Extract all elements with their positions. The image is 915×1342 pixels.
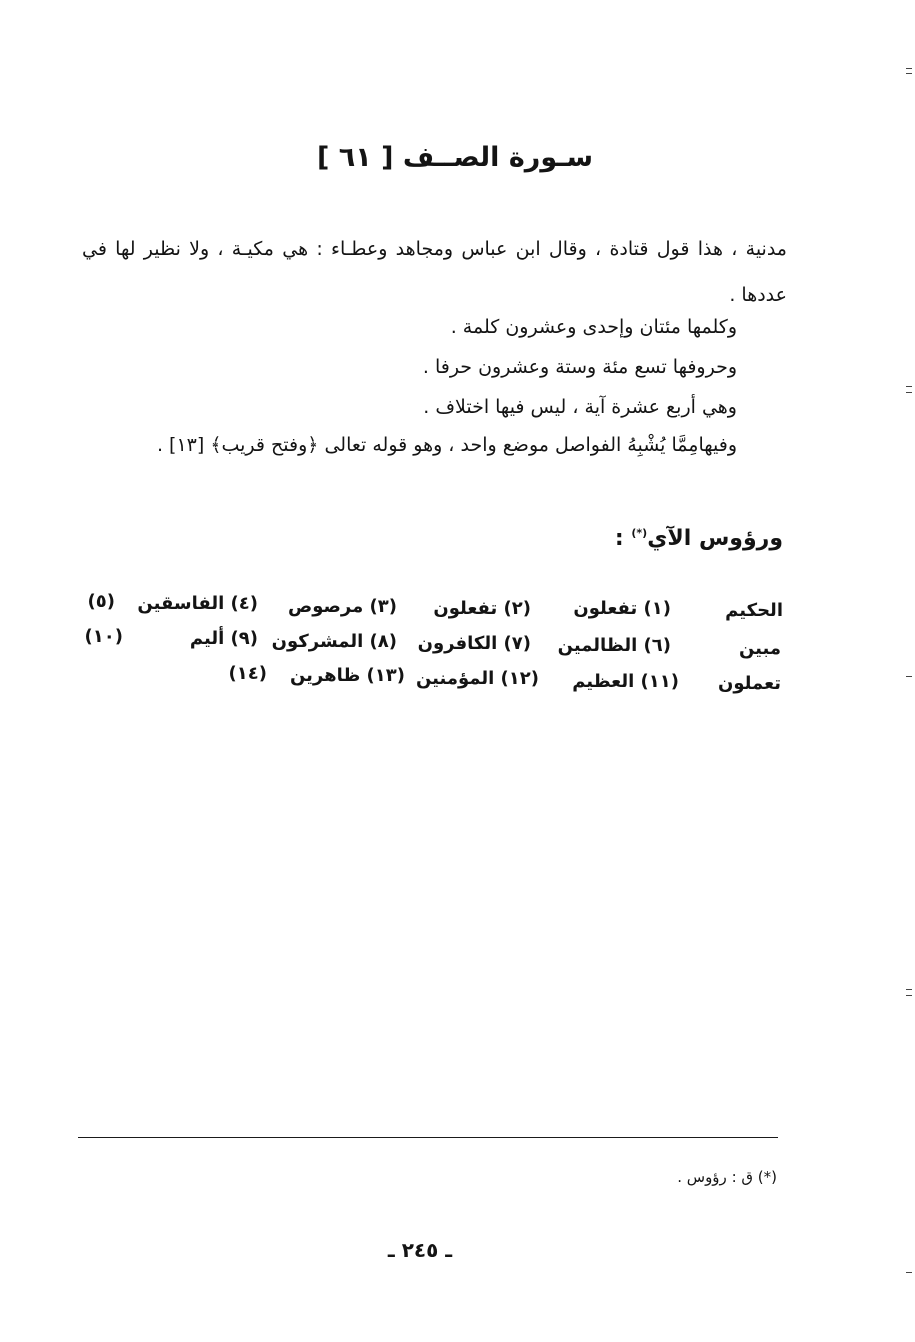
verse-head-cell: (٥) bbox=[87, 591, 115, 612]
verse-head-cell: (٦) الظالمين bbox=[557, 635, 671, 656]
verse-head-cell: (١٤) bbox=[228, 663, 267, 684]
verse-head-cell: (١٠) bbox=[84, 626, 123, 647]
footnote-marker: (*) bbox=[631, 526, 648, 540]
footnote: (*) ق : رؤوس . bbox=[677, 1168, 777, 1186]
footnote-divider bbox=[78, 1137, 778, 1138]
verse-head-cell: (٣) مرصوص bbox=[288, 596, 397, 617]
verse-head-cell: (٤) الفاسقين bbox=[137, 593, 258, 614]
margin-mark bbox=[906, 392, 912, 393]
verse-head-cell: (١٣) ظاهرين bbox=[289, 665, 405, 686]
verse-head-cell: (١١) العظيم bbox=[572, 671, 679, 692]
heading-colon: : bbox=[614, 526, 624, 551]
verse-head-cell: (٨) المشركون bbox=[271, 631, 397, 652]
verse-head-cell: (٩) أليم bbox=[189, 628, 258, 649]
verse-count-line: وهي أربع عشرة آية ، ليس فيها اختلاف . bbox=[423, 396, 737, 418]
verse-head-cell: الحكيم bbox=[725, 600, 783, 621]
verse-head-cell: (٢) تفعلون bbox=[433, 598, 531, 619]
margin-mark bbox=[906, 676, 912, 677]
verse-head-cell: مبين bbox=[738, 638, 781, 659]
verse-head-cell: (١٢) المؤمنين bbox=[415, 668, 539, 689]
similar-endings-line: وفيهامِمَّا يُشْبِهُ الفواصل موضع واحد ، وهو قوله تعالى ﴿وفتح قريب﴾ [١٣] . bbox=[156, 434, 737, 456]
verse-head-cell: (٧) الكافرون bbox=[417, 633, 531, 654]
margin-mark bbox=[906, 1272, 912, 1273]
page-title: سـورة الصــف [ ٦١ ] bbox=[316, 142, 594, 173]
page-number: ـ ٢٤٥ ـ bbox=[387, 1238, 453, 1262]
margin-mark bbox=[906, 386, 912, 387]
margin-mark bbox=[906, 73, 912, 74]
verse-heads-heading bbox=[615, 526, 783, 551]
verse-head-cell: (١) تفعلون bbox=[573, 598, 671, 619]
word-count-line: وكلمها مئتان وإحدى وعشرون كلمة . bbox=[450, 316, 737, 338]
verse-head-cell: تعملون bbox=[718, 673, 781, 694]
letter-count-line: وحروفها تسع مئة وستة وعشرون حرفا . bbox=[422, 356, 737, 378]
verse-heads-heading-text: ورؤوس الآي bbox=[647, 526, 783, 551]
intro-paragraph: مدنية ، هذا قول قتادة ، وقال ابن عباس ومجاهد وعطـاء : هي مكيـة ، ولا نظير لها في عددها . bbox=[82, 238, 787, 306]
margin-mark bbox=[906, 995, 912, 996]
margin-mark bbox=[906, 989, 912, 990]
margin-mark bbox=[906, 68, 912, 69]
